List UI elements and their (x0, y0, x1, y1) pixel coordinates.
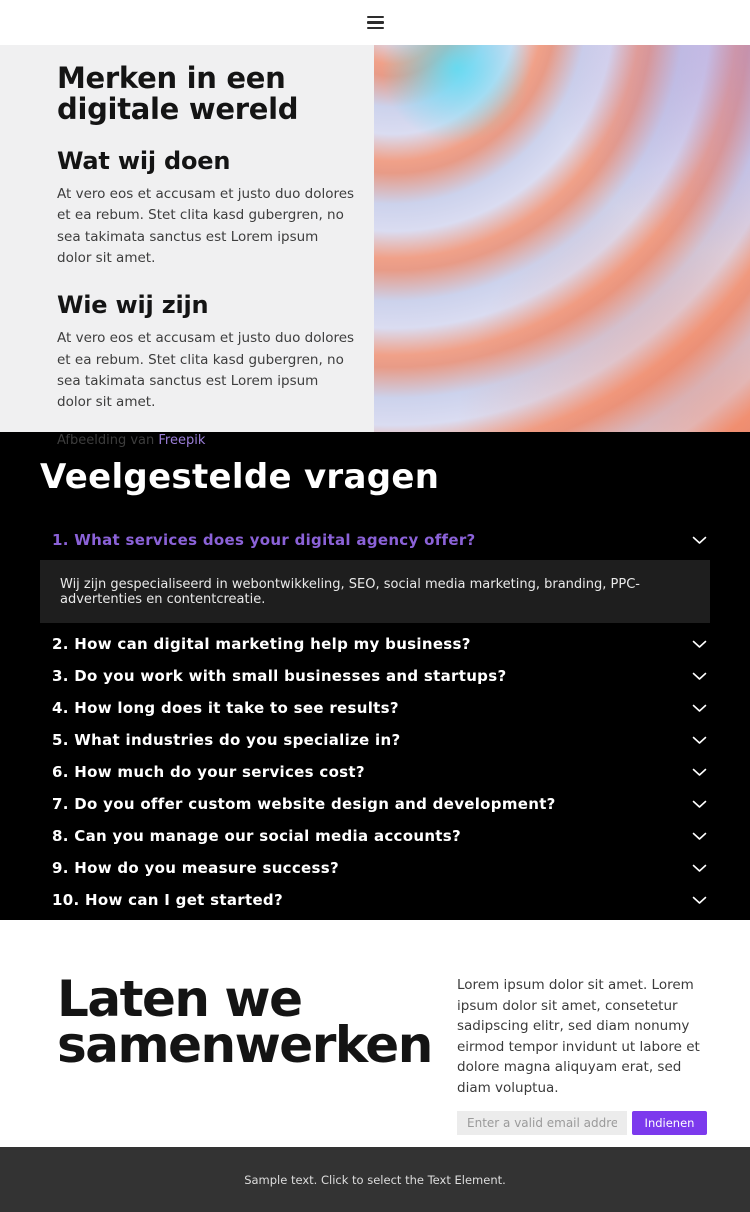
faq-question-label: 3. Do you work with small businesses and startups? (52, 667, 507, 685)
freepik-link[interactable]: Freepik (158, 432, 206, 448)
chevron-down-icon (692, 704, 707, 713)
page-footer (0, 1147, 750, 1212)
faq-question-3[interactable] (40, 660, 710, 692)
cta-heading-block (57, 967, 457, 1147)
chevron-down-icon (692, 672, 707, 681)
hero-section (0, 45, 750, 448)
faq-question-9[interactable] (40, 852, 710, 884)
chevron-down-icon (692, 800, 707, 809)
faq-question-8[interactable] (40, 820, 710, 852)
cta-paragraph: Lorem ipsum dolor sit amet. Lorem ipsum dolor sit amet, consetetur sadipscing elitr, sed diam nonumy eirmod tempor invidunt ut labore et dolore magna aliquyam erat, sed diam voluptua. (457, 977, 700, 1096)
chevron-down-icon (692, 864, 707, 873)
footer-text[interactable]: Sample text. Click to select the Text Element. (244, 1172, 506, 1187)
chevron-down-icon (692, 768, 707, 777)
faq-question-2[interactable] (40, 628, 710, 660)
hero-paragraph-who-we-are: At vero eos et accusam et justo duo dolores et ea rebum. Stet clita kasd gubergren, no sea takimata sanctus est Lorem ipsum dolor sit amet. (57, 330, 355, 411)
cta-title: Laten we samenwerken (57, 970, 432, 1074)
faq-question-label: 8. Can you manage our social media accounts? (52, 827, 462, 845)
menu-icon[interactable] (367, 16, 384, 30)
hero-text-panel (0, 45, 374, 448)
faq-question-label: 4. How long does it take to see results? (52, 699, 399, 717)
chevron-down-icon (692, 832, 707, 841)
faq-question-7[interactable] (40, 788, 710, 820)
faq-question-6[interactable] (40, 756, 710, 788)
submit-button[interactable]: Indienen (632, 1111, 707, 1135)
faq-question-label: 6. How much do your services cost? (52, 763, 365, 781)
image-credit (57, 433, 356, 448)
hero-title: Merken in een digitale wereld (57, 61, 299, 126)
faq-answer-text: Wij zijn gespecialiseerd in webontwikkeling, SEO, social media marketing, branding, PPC-advertenties en contentcreatie. (60, 576, 640, 607)
faq-answer-1 (40, 560, 710, 623)
faq-section (0, 432, 750, 920)
hero-subheading-what-we-do: Wat wij doen (57, 147, 231, 175)
faq-question-5[interactable] (40, 724, 710, 756)
hero-image (374, 45, 750, 432)
chevron-down-icon (692, 536, 707, 545)
faq-question-label: 9. How do you measure success? (52, 859, 339, 877)
top-header (0, 0, 750, 45)
chevron-down-icon (692, 640, 707, 649)
chevron-down-icon (692, 896, 707, 905)
faq-question-label: 5. What industries do you specialize in? (52, 731, 401, 749)
faq-question-4[interactable] (40, 692, 710, 724)
faq-title: Veelgestelde vragen (40, 457, 440, 497)
email-signup-form (457, 1111, 707, 1135)
email-input[interactable] (457, 1111, 627, 1135)
faq-question-10[interactable] (40, 884, 710, 916)
cta-section (0, 920, 750, 1147)
image-credit-prefix: Afbeelding van (57, 432, 159, 448)
faq-question-label: 2. How can digital marketing help my business? (52, 635, 471, 653)
hero-subheading-who-we-are: Wie wij zijn (57, 291, 209, 320)
chevron-down-icon (692, 736, 707, 745)
cta-form-block (457, 967, 707, 1147)
hero-paragraph-what-we-do: At vero eos et accusam et justo duo dolores et ea rebum. Stet clita kasd gubergren, no sea takimata sanctus est Lorem ipsum dolor sit amet. (57, 186, 355, 266)
faq-question-label: 1. What services does your digital agency offer? (52, 531, 476, 549)
faq-question-1[interactable] (40, 524, 710, 556)
faq-question-label: 10. How can I get started? (52, 891, 283, 909)
faq-question-label: 7. Do you offer custom website design and development? (52, 795, 556, 813)
